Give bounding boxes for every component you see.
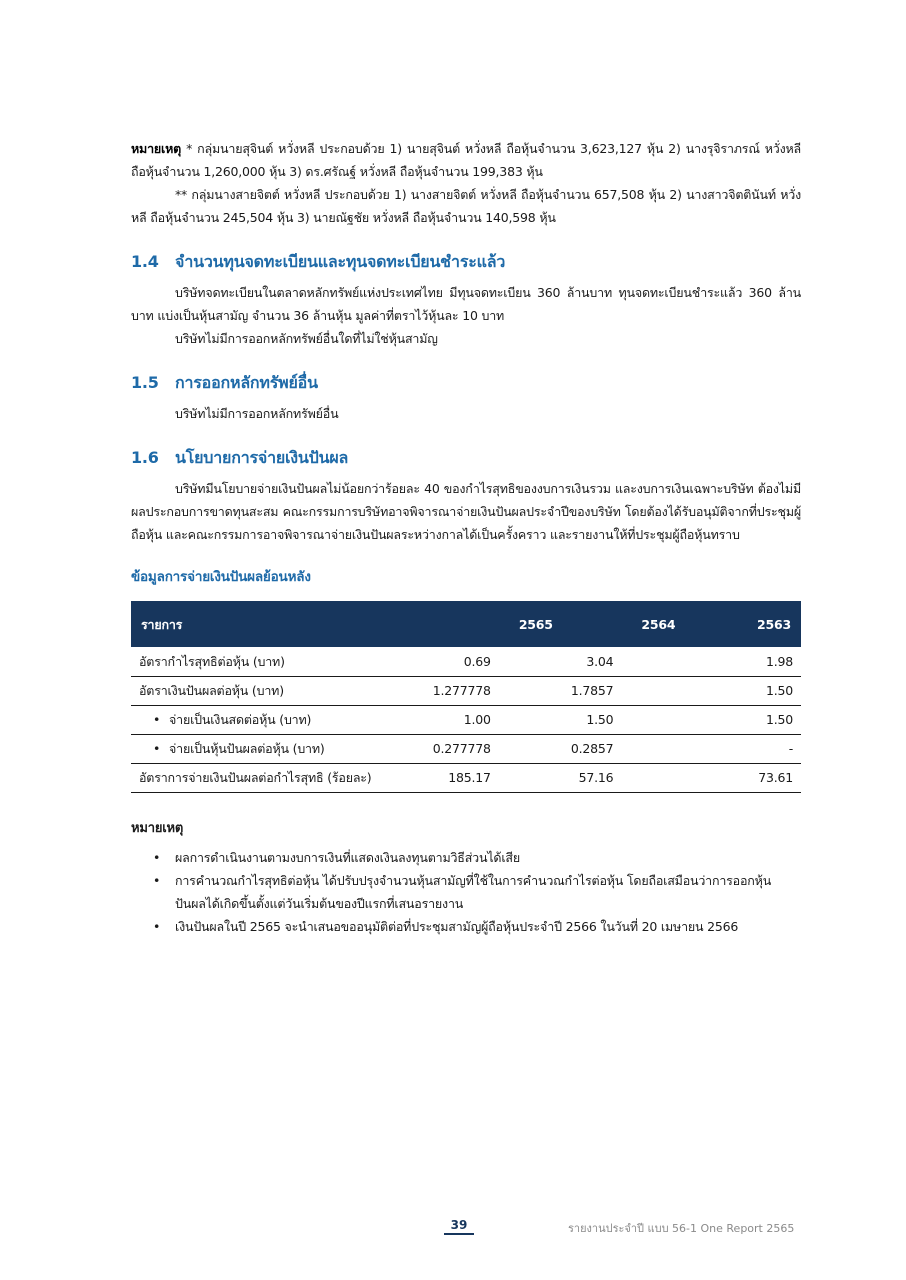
list-item: • การคำนวณกำไรสุทธิต่อหุ้น ได้ปรับปรุงจำนวนหุ้นสามัญที่ใช้ในการคำนวณกำไรต่อหุ้น โดยถือเสมือนว่าการออกหุ้นปันผลได้เกิดขึ้นตั้งแต่วันเริ่มต้นของปีแรกที่เสนอรายงาน	[131, 869, 801, 915]
row-label-text: จ่ายเป็นหุ้นปันผลต่อหุ้น (บาท)	[169, 741, 325, 756]
table-row	[131, 676, 801, 705]
remarks-list	[131, 846, 801, 938]
table-row	[131, 763, 801, 792]
header-year-2564: 2564	[641, 616, 676, 632]
cell-2564: 1.7857	[563, 676, 686, 705]
row-label	[131, 734, 425, 763]
header-item: รายการ	[141, 616, 183, 632]
table-row	[131, 705, 801, 734]
section-1-4-heading	[131, 249, 801, 275]
table-row	[131, 734, 801, 763]
list-item: • เงินปันผลในปี 2565 จะนำเสนอขออนุมัติต่อที่ประชุมสามัญผู้ถือหุ้นประจำปี 2566 ในวันที่ 20 เมษายน 2566	[131, 915, 801, 938]
section-1-6-paragraph: บริษัทมีนโยบายจ่ายเงินปันผลไม่น้อยกว่าร้อยละ 40 ของกำไรสุทธิของงบการเงินรวม และงบการเงินเฉพาะบริษัท ต้องไม่มีผลประกอบการขาดทุนสะสม คณะกรรมการบริษัทอาจพิจารณาจ่ายเงินปันผลประจำปีของบริษัท โดยต้องได้รับอนุมัติจากที่ประชุมผู้ถือหุ้น และคณะกรรมการอาจพิจารณาจ่ายเงินปันผลระหว่างกาลได้เป็นครั้งคราว และรายงานให้ที่ประชุมผู้ถือหุ้นทราบ	[131, 481, 801, 542]
page-content	[131, 137, 801, 938]
section-1-5-heading	[131, 370, 801, 396]
section-number: 1.6	[131, 448, 159, 467]
row-label: อัตราเงินปันผลต่อหุ้น (บาท)	[131, 676, 425, 705]
row-label-text: จ่ายเป็นเงินสดต่อหุ้น (บาท)	[169, 712, 312, 727]
cell-2564: 57.16	[563, 763, 686, 792]
cell-2565: 0.69	[425, 647, 563, 676]
row-label: อัตรากำไรสุทธิต่อหุ้น (บาท)	[131, 647, 425, 676]
table-row	[131, 647, 801, 676]
cell-2565: 1.277778	[425, 676, 563, 705]
table-header-row	[131, 601, 801, 647]
page-number: 39	[444, 1218, 474, 1235]
section-1-6-heading	[131, 445, 801, 471]
row-label: อัตราการจ่ายเงินปันผลต่อกำไรสุทธิ (ร้อยละ)	[131, 763, 425, 792]
section-1-5-paragraph: บริษัทไม่มีการออกหลักทรัพย์อื่น	[175, 406, 339, 421]
cell-2565: 185.17	[425, 763, 563, 792]
cell-2563: 73.61	[685, 763, 801, 792]
section-number: 1.4	[131, 252, 159, 271]
section-title: นโยบายการจ่ายเงินปันผล	[175, 448, 349, 467]
page-footer	[0, 1218, 906, 1242]
cell-2563: 1.98	[685, 647, 801, 676]
shareholder-note-2: ** กลุ่มนางสายจิตต์ หวั่งหลี ประกอบด้วย 1) นางสายจิตต์ หวั่งหลี ถือหุ้นจำนวน 657,508 หุ้น 2) นางสาวจิตตินันท์ หวั่งหลี ถือหุ้นจำนวน 245,504 หุ้น 3) นายณัฐชัย หวั่งหลี ถือหุ้นจำนวน 140,598 หุ้น	[131, 187, 801, 225]
section-1-4-paragraph-1: บริษัทจดทะเบียนในตลาดหลักทรัพย์แห่งประเทศไทย มีทุนจดทะเบียน 360 ล้านบาท ทุนจดทะเบียนชำระแล้ว 360 ล้านบาท แบ่งเป็นหุ้นสามัญ จำนวน 36 ล้านหุ้น มูลค่าที่ตราไว้หุ้นละ 10 บาท	[131, 285, 801, 323]
cell-2565: 1.00	[425, 705, 563, 734]
cell-2564: 1.50	[563, 705, 686, 734]
row-label	[131, 705, 425, 734]
shareholder-note-1	[131, 137, 801, 183]
section-number: 1.5	[131, 373, 159, 392]
cell-2565: 0.277778	[425, 734, 563, 763]
bullet-icon: •	[153, 741, 161, 756]
header-year-2563: 2563	[757, 616, 791, 632]
list-item: • ผลการดำเนินงานตามงบการเงินที่แสดงเงินลงทุนตามวิธีส่วนได้เสีย	[131, 846, 801, 869]
dividend-history-title: ข้อมูลการจ่ายเงินปันผลย้อนหลัง	[131, 569, 311, 585]
cell-2563: 1.50	[685, 676, 801, 705]
cell-2564: 0.2857	[563, 734, 686, 763]
note-lead: หมายเหตุ	[131, 141, 182, 156]
header-year-2565: 2565	[518, 616, 553, 632]
section-title: การออกหลักทรัพย์อื่น	[175, 373, 318, 392]
cell-2563: -	[685, 734, 801, 763]
cell-2563: 1.50	[685, 705, 801, 734]
dividend-history-table	[131, 601, 801, 793]
report-name: รายงานประจำปี แบบ 56-1 One Report 2565	[568, 1222, 795, 1235]
section-1-4-paragraph-2: บริษัทไม่มีการออกหลักทรัพย์อื่นใดที่ไม่ใช่หุ้นสามัญ	[175, 331, 438, 346]
cell-2564: 3.04	[563, 647, 686, 676]
remarks-title: หมายเหตุ	[131, 820, 184, 836]
note-line-1: * กลุ่มนายสุจินต์ หวั่งหลี ประกอบด้วย 1) นายสุจินต์ หวั่งหลี ถือหุ้นจำนวน 3,623,127 หุ้น 2) นางรุจิราภรณ์ หวั่งหลี ถือหุ้นจำนวน 1,260,000 หุ้น 3) ดร.ศรัณฐ์ หวั่งหลี ถือหุ้นจำนวน 199,383 หุ้น	[131, 141, 801, 179]
bullet-icon: •	[153, 712, 161, 727]
section-title: จำนวนทุนจดทะเบียนและทุนจดทะเบียนชำระแล้ว	[175, 252, 506, 271]
